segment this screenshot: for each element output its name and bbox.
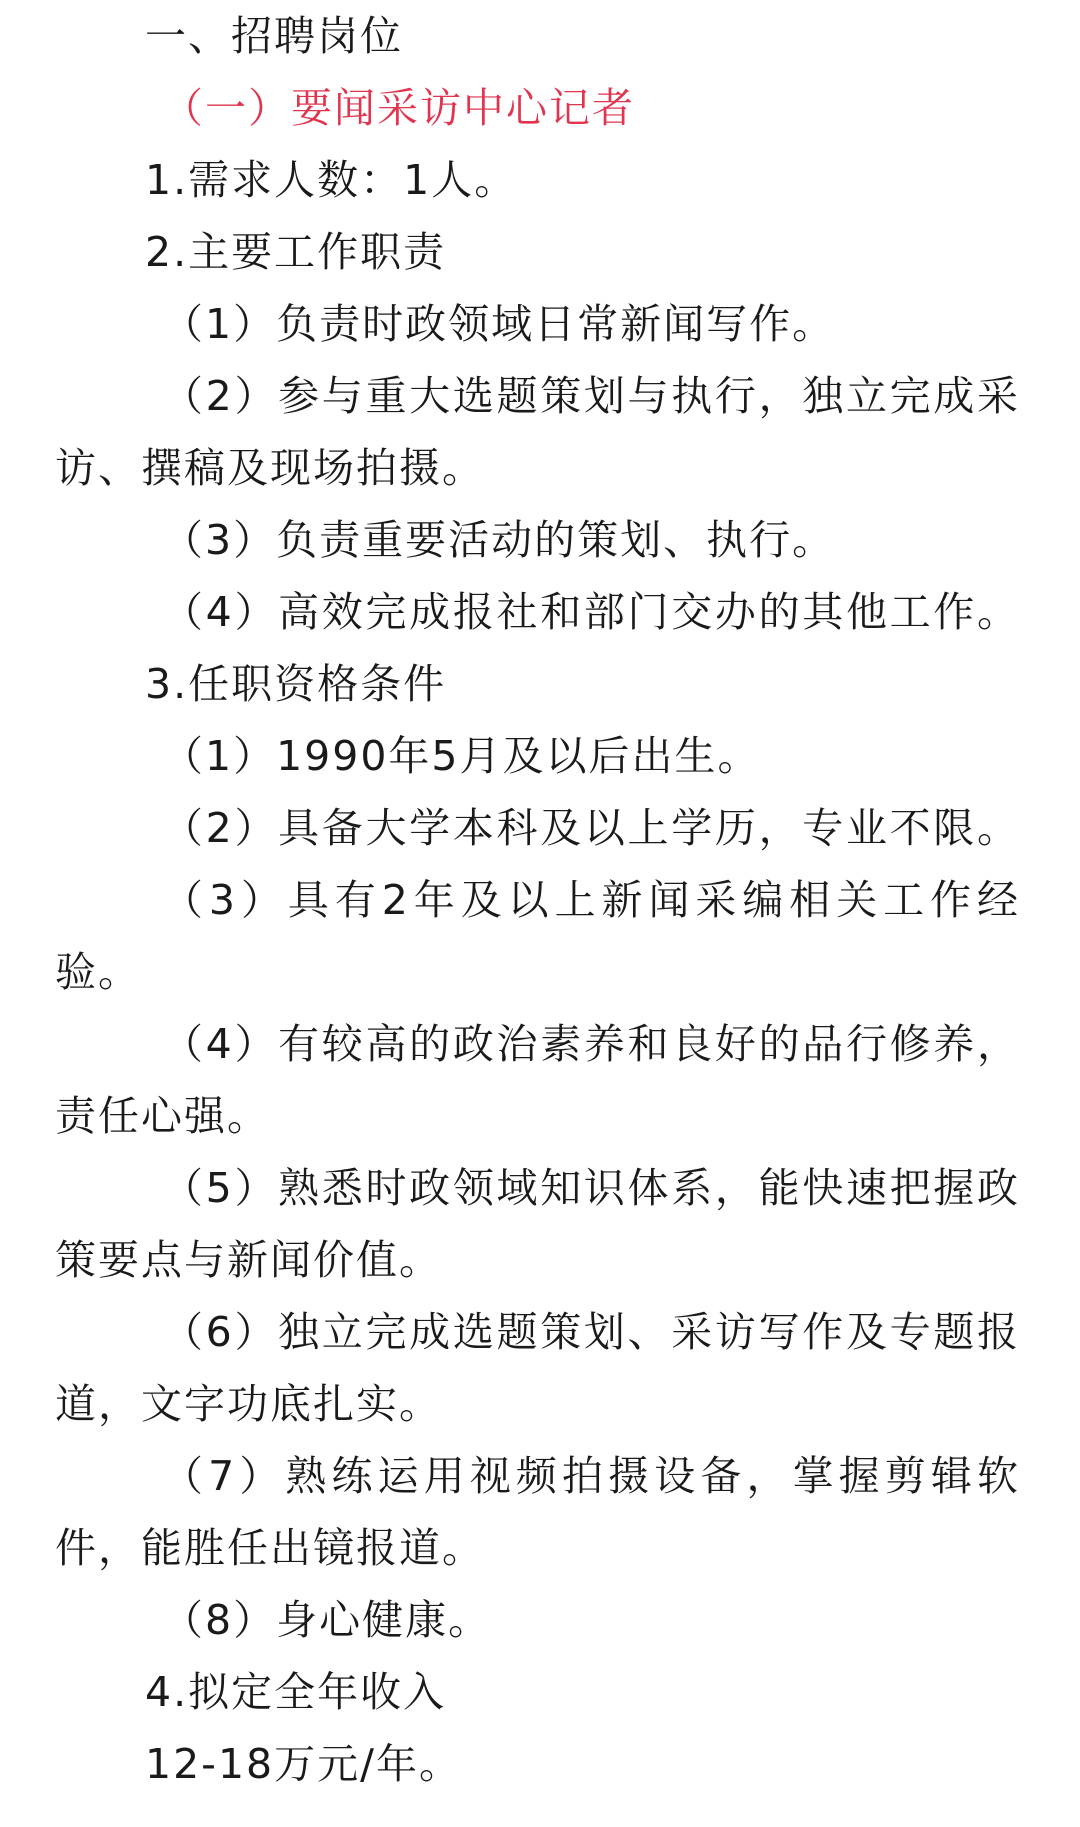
qual-item-4-line-2: 责任心强。 xyxy=(55,1092,270,1140)
duty-item-2-text: （2）参与重大选题策划与执行，独立完成采 xyxy=(162,372,1020,420)
headcount-line: 1.需求人数：1人。 xyxy=(145,156,518,204)
qual-item-1: （1）1990年5月及以后出生。 xyxy=(162,732,761,780)
qual-item-5-line-2: 策要点与新闻价值。 xyxy=(55,1236,442,1284)
duty-item-3: （3）负责重要活动的策划、执行。 xyxy=(162,516,836,564)
income-heading: 4.拟定全年收入 xyxy=(145,1668,447,1716)
duty-item-1: （1）负责时政领域日常新闻写作。 xyxy=(162,300,836,348)
qual-item-7-line-2: 件，能胜任出镜报道。 xyxy=(55,1524,485,1572)
income-value: 12-18万元/年。 xyxy=(145,1740,462,1788)
job-subheading: （一）要闻采访中心记者 xyxy=(162,84,635,132)
qual-item-4-text: （4）有较高的政治素养和良好的品行修养， xyxy=(162,1020,1020,1068)
qual-item-3-text: （3）具有2年及以上新闻采编相关工作经 xyxy=(162,876,1020,924)
qualifications-heading: 3.任职资格条件 xyxy=(145,660,447,708)
qual-item-8: （8）身心健康。 xyxy=(162,1596,492,1644)
section-heading: 一、招聘岗位 xyxy=(145,12,403,60)
qual-item-7-text: （7）熟练运用视频拍摄设备，掌握剪辑软 xyxy=(162,1452,1020,1500)
duty-item-2-line-2: 访、撰稿及现场拍摄。 xyxy=(55,444,485,492)
qual-item-6-text: （6）独立完成选题策划、采访写作及专题报 xyxy=(162,1308,1020,1356)
qual-item-2-text: （2）具备大学本科及以上学历，专业不限。 xyxy=(162,804,1020,852)
qual-item-3-line-2: 验。 xyxy=(55,948,141,996)
duties-heading: 2.主要工作职责 xyxy=(145,228,447,276)
qual-item-6-line-2: 道，文字功底扎实。 xyxy=(55,1380,442,1428)
duty-item-4-text: （4）高效完成报社和部门交办的其他工作。 xyxy=(162,588,1020,636)
qual-item-5-text: （5）熟悉时政领域知识体系，能快速把握政 xyxy=(162,1164,1020,1212)
